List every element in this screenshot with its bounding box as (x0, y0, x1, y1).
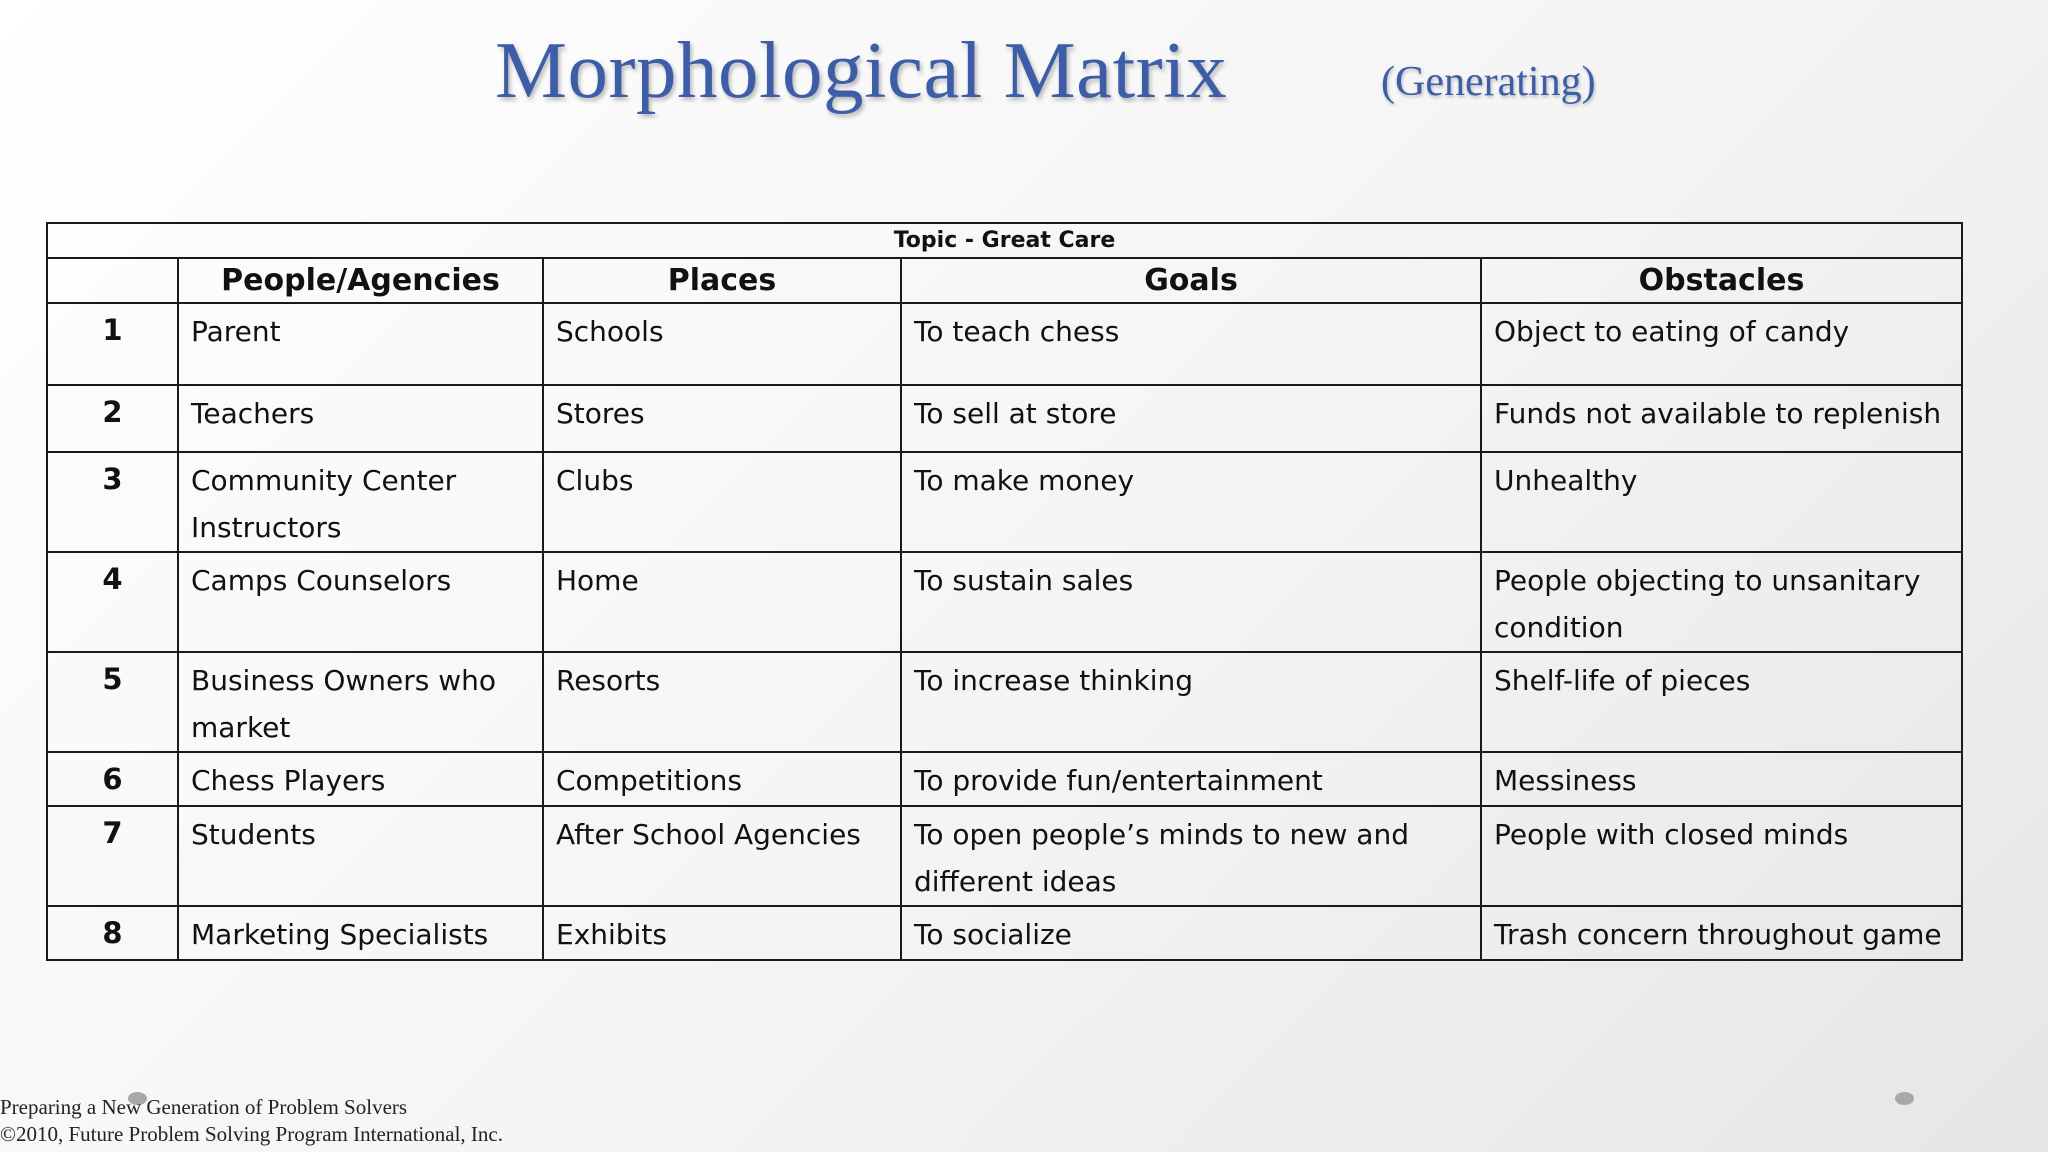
places-cell: Schools (543, 303, 901, 385)
obstacles-cell: Trash concern throughout game (1481, 906, 1962, 960)
obstacles-cell: Object to eating of candy (1481, 303, 1962, 385)
table-row (47, 752, 1962, 806)
obstacles-cell: Shelf-life of pieces (1481, 652, 1962, 752)
people-cell: Chess Players (178, 752, 543, 806)
people-cell: Parent (178, 303, 543, 385)
places-cell: Stores (543, 385, 901, 452)
goals-cell: To provide fun/entertainment (901, 752, 1481, 806)
column-header-row (47, 258, 1962, 303)
footer-line-2: ©2010, Future Problem Solving Program International, Inc. (0, 1122, 503, 1146)
obstacles-cell: Unhealthy (1481, 452, 1962, 552)
column-header-places: Places (543, 258, 901, 303)
table-row (47, 303, 1962, 385)
goals-cell: To make money (901, 452, 1481, 552)
places-cell: After School Agencies (543, 806, 901, 906)
slide-title: Morphological Matrix (495, 25, 1228, 115)
footer-line-1: Preparing a New Generation of Problem Solvers (0, 1095, 408, 1119)
obstacles-cell: People objecting to unsanitary condition (1481, 552, 1962, 652)
obstacles-cell: People with closed minds (1481, 806, 1962, 906)
row-number: 2 (47, 385, 178, 452)
people-cell: Camps Counselors (178, 552, 543, 652)
people-cell: Marketing Specialists (178, 906, 543, 960)
row-number: 8 (47, 906, 178, 960)
goals-cell: To teach chess (901, 303, 1481, 385)
table-row (47, 806, 1962, 906)
table-row (47, 385, 1962, 452)
table-row (47, 552, 1962, 652)
row-number: 3 (47, 452, 178, 552)
places-cell: Clubs (543, 452, 901, 552)
morphological-matrix-table (46, 222, 1963, 961)
table-row (47, 652, 1962, 752)
column-header-number (47, 258, 178, 303)
people-cell: Teachers (178, 385, 543, 452)
table-row (47, 452, 1962, 552)
places-cell: Resorts (543, 652, 901, 752)
table-row (47, 906, 1962, 960)
goals-cell: To sell at store (901, 385, 1481, 452)
places-cell: Exhibits (543, 906, 901, 960)
column-header-people-agencies: People/Agencies (178, 258, 543, 303)
row-number: 7 (47, 806, 178, 906)
topic-row (47, 223, 1962, 258)
column-header-obstacles: Obstacles (1481, 258, 1962, 303)
row-number: 5 (47, 652, 178, 752)
places-cell: Competitions (543, 752, 901, 806)
people-cell: Business Owners who market (178, 652, 543, 752)
row-number: 1 (47, 303, 178, 385)
column-header-goals: Goals (901, 258, 1481, 303)
goals-cell: To increase thinking (901, 652, 1481, 752)
goals-cell: To open people’s minds to new and different ideas (901, 806, 1481, 906)
footer-credits (0, 1094, 503, 1148)
row-number: 4 (47, 552, 178, 652)
obstacles-cell: Funds not available to replenish (1481, 385, 1962, 452)
obstacles-cell: Messiness (1481, 752, 1962, 806)
topic-header: Topic - Great Care (47, 223, 1962, 258)
row-number: 6 (47, 752, 178, 806)
people-cell: Students (178, 806, 543, 906)
goals-cell: To socialize (901, 906, 1481, 960)
slide-dot-decoration (1895, 1092, 1914, 1105)
slide-subtitle: (Generating) (1381, 59, 1596, 105)
places-cell: Home (543, 552, 901, 652)
goals-cell: To sustain sales (901, 552, 1481, 652)
people-cell: Community Center Instructors (178, 452, 543, 552)
